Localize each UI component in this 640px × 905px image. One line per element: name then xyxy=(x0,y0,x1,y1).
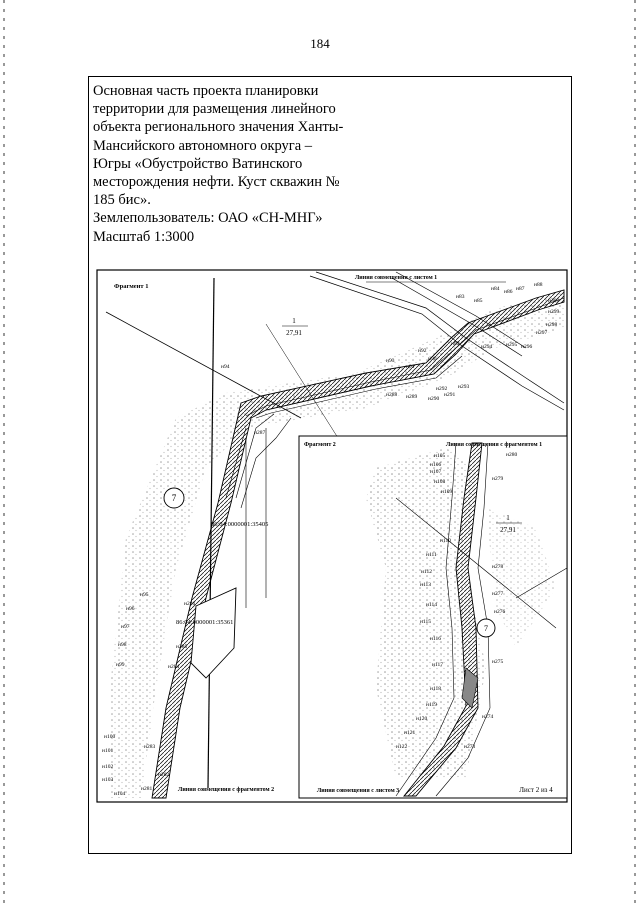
title-line: месторождения нефти. Куст скважин № xyxy=(93,174,340,191)
match-line-fragment-1-label: Линия совмещения с фрагментом 1 xyxy=(445,442,543,448)
match-line-sheet-1-label: Линия совмещения с листом 1 xyxy=(354,275,438,281)
match-line-fragment-2-label: Линия совмещения с фрагментом 2 xyxy=(177,787,275,793)
point-label: н92 xyxy=(418,348,427,354)
point-label: н280 xyxy=(506,452,518,458)
scan-left-edge xyxy=(3,0,5,905)
point-label: н120 xyxy=(416,716,428,722)
point-label: н98 xyxy=(118,642,127,648)
point-label: н288 xyxy=(386,392,398,398)
point-label: н279 xyxy=(492,476,504,482)
point-label: н275 xyxy=(492,659,504,665)
point-label: н119 xyxy=(426,702,437,708)
point-label: н107 xyxy=(430,469,442,475)
point-label: н118 xyxy=(430,686,441,692)
scan-right-edge xyxy=(634,0,636,905)
point-label: н116 xyxy=(430,636,441,642)
title-line: объекта регионального значения Ханты- xyxy=(93,119,344,136)
point-label: н278 xyxy=(492,564,504,570)
point-label: н91 xyxy=(406,364,415,370)
point-label: н110 xyxy=(440,538,451,544)
sheet-number-label: Лист 2 из 4 xyxy=(519,786,553,794)
point-label: н105 xyxy=(434,453,446,459)
title-line: территории для размещения линейного xyxy=(93,101,336,118)
point-label: н284 xyxy=(168,664,180,670)
point-label: н86 xyxy=(504,289,513,295)
point-label: н96 xyxy=(126,606,135,612)
point-label: н291 xyxy=(444,392,456,398)
point-label: н299 xyxy=(548,309,560,315)
sheet-title-block xyxy=(93,82,383,246)
point-label: н293 xyxy=(458,384,470,390)
point-label: н121 xyxy=(404,730,416,736)
point-label: н292 xyxy=(436,386,448,392)
zone-area-label: 27,91 xyxy=(500,526,516,534)
point-label: н95 xyxy=(140,592,149,598)
point-label: н276 xyxy=(494,609,506,615)
land-user-line: Землепользователь: ОАО «СН-МНГ» xyxy=(93,210,323,227)
fragment-1-label: Фрагмент 1 xyxy=(114,283,149,290)
zone-area-label: 27,91 xyxy=(286,329,302,337)
point-label: н297 xyxy=(536,330,548,336)
point-label: н122 xyxy=(396,744,408,750)
cadastral-parcel-label: 86:04:0000001:35405 xyxy=(211,521,269,528)
cadastral-parcel-label: 86:04:0000001:35361 xyxy=(176,619,234,626)
point-label: н102 xyxy=(102,764,114,770)
point-label: н88 xyxy=(534,282,543,288)
point-label: н117 xyxy=(432,662,443,668)
point-label: н103 xyxy=(102,777,114,783)
point-label: н99 xyxy=(116,662,125,668)
point-label: н114 xyxy=(426,602,437,608)
point-label: н100 xyxy=(104,734,116,740)
point-label: н115 xyxy=(420,619,431,625)
point-label: н101 xyxy=(102,748,114,754)
zone-number-label: 1 xyxy=(292,317,296,325)
point-label: н298 xyxy=(546,322,558,328)
point-label: н281 xyxy=(141,786,153,792)
point-label: н104 xyxy=(114,791,126,797)
point-label: н87 xyxy=(516,286,525,292)
point-label: н90 xyxy=(428,356,437,362)
point-label: н290 xyxy=(428,396,440,402)
point-label: н300 xyxy=(548,298,560,304)
point-label: н286 xyxy=(184,601,196,607)
fragment-2-label: Фрагмент 2 xyxy=(304,442,336,448)
point-label: н84 xyxy=(491,286,500,292)
point-label: н93 xyxy=(386,358,395,364)
title-line: 185 бис». xyxy=(93,192,151,209)
zone-circle-label: 7 xyxy=(171,493,177,503)
zone-number-label: 1 xyxy=(506,514,510,522)
zone-circle-label: 7 xyxy=(484,624,488,633)
point-label: н113 xyxy=(420,582,431,588)
title-line: Мансийского автономного округа – xyxy=(93,137,313,154)
point-label: н112 xyxy=(421,569,432,575)
title-line: Основная часть проекта планировки xyxy=(93,83,319,99)
point-label: н83 xyxy=(456,294,465,300)
point-label: н295 xyxy=(506,342,518,348)
point-label: н289 xyxy=(406,394,418,400)
point-label: н111 xyxy=(426,552,437,558)
page-number: 184 xyxy=(310,36,330,51)
point-label: н274 xyxy=(482,714,494,720)
point-label: н109 xyxy=(441,489,453,495)
title-line: Югры «Обустройство Ватинского xyxy=(93,155,303,172)
point-label: н94 xyxy=(221,364,230,370)
point-label: н97 xyxy=(121,624,130,630)
point-label: н89 xyxy=(451,341,460,347)
point-label: н294 xyxy=(481,344,493,350)
point-label: н108 xyxy=(434,479,446,485)
point-label: н277 xyxy=(492,591,504,597)
point-label: н296 xyxy=(521,344,533,350)
scale-line: Масштаб 1:3000 xyxy=(93,228,195,245)
planning-map xyxy=(96,268,568,804)
point-label: н282 xyxy=(158,772,170,778)
point-label: н106 xyxy=(430,462,442,468)
point-label: н285 xyxy=(176,644,188,650)
match-line-sheet-3-label: Линия совмещения с листом 3 xyxy=(316,788,400,794)
point-label: н273 xyxy=(464,744,476,750)
point-label: н283 xyxy=(144,744,156,750)
point-label: н287 xyxy=(254,430,266,436)
point-label: н85 xyxy=(474,298,483,304)
